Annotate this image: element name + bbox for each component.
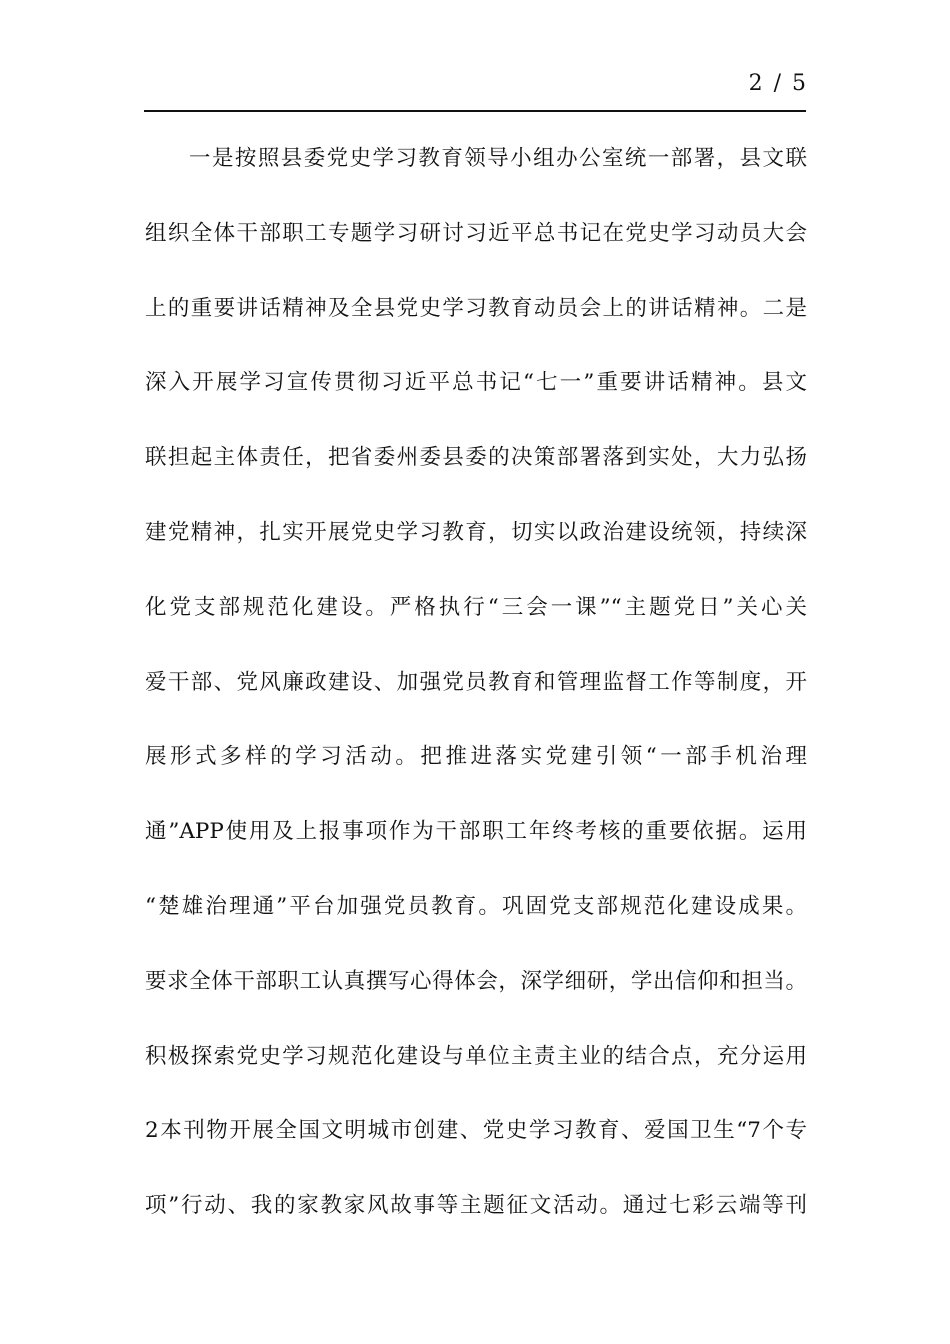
document-body <box>145 131 807 1253</box>
text-line: 一是按照县委党史学习教育领导小组办公室统一部署，县文联 <box>189 146 807 171</box>
text-line: 化党支部规范化建设。严格执行“三会一课”“主题党日”关心关 <box>145 594 807 620</box>
text-line: 联担起主体责任，把省委州委县委的决策部署落到实处，大力弘扬 <box>145 445 807 471</box>
text-line: 爱干部、党风廉政建设、加强党员教育和管理监督工作等制度，开 <box>145 669 807 695</box>
text-line: “楚雄治理通”平台加强党员教育。巩固党支部规范化建设成果。 <box>145 893 807 919</box>
text-line: 深入开展学习宣传贯彻习近平总书记“七一”重要讲话精神。县文 <box>145 370 807 396</box>
text-line: 项”行动、我的家教家风故事等主题征文活动。通过七彩云端等刊 <box>145 1193 807 1219</box>
text-line: 组织全体干部职工专题学习研讨习近平总书记在党史学习动员大会 <box>145 220 807 246</box>
text-line: 2本刊物开展全国文明城市创建、党史学习教育、爱国卫生“7个专 <box>145 1118 807 1144</box>
text-line: 展形式多样的学习活动。把推进落实党建引领“一部手机治理 <box>145 744 807 770</box>
text-line: 通”APP使用及上报事项作为干部职工年终考核的重要依据。运用 <box>145 819 807 845</box>
text-line: 上的重要讲话精神及全县党史学习教育动员会上的讲话精神。二是 <box>145 295 807 321</box>
text-line: 要求全体干部职工认真撰写心得体会，深学细研，学出信仰和担当。 <box>145 968 807 994</box>
page-number: 2 / 5 <box>748 71 808 96</box>
header-divider <box>144 110 806 112</box>
text-line: 建党精神，扎实开展党史学习教育，切实以政治建设统领，持续深 <box>145 519 807 545</box>
text-line: 积极探索党史学习规范化建设与单位主责主业的结合点，充分运用 <box>145 1043 807 1069</box>
